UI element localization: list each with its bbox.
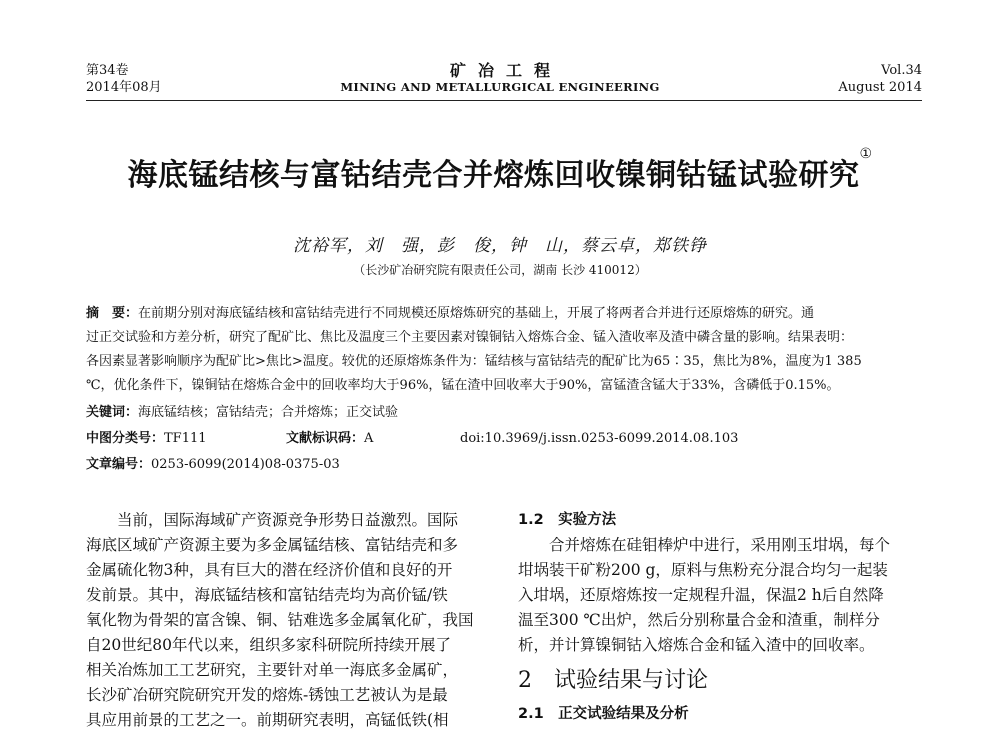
right-line-3: 入坩埚，还原熔炼按一定规程升温，保温2 h后自然降 [518,586,884,604]
right-line-4: 温至300 ℃出炉，然后分别称量合金和渣重，制样分 [518,611,880,629]
abstract-line-1 [86,305,814,323]
left-column [86,508,496,733]
date-en: August 2014 [838,80,922,95]
keywords-label: 关键词： [86,405,139,420]
clc-value: TF111 [164,431,207,446]
doc-label: 文献标识码： [286,431,365,446]
title-footnote-mark: ① [859,146,873,162]
left-line-9: 具应用前景的工艺之一。前期研究表明，高锰低铁(相 [86,711,449,729]
classification [86,430,207,448]
keywords [86,404,398,422]
left-line-2: 海底区域矿产资源主要为多金属锰结核、富钴结壳和多 [86,536,459,554]
left-line-8: 长沙矿冶研究院研究开发的熔炼-锈蚀工艺被认为是最 [86,686,448,704]
left-line-6: 自20世纪80年代以来，组织多家科研院所持续开展了 [86,636,451,654]
left-line-1: 当前，国际海域矿产资源竞争形势日益激烈。国际 [86,511,459,529]
article-number [86,456,340,474]
abstract-label: 摘 要： [86,306,139,321]
right-column [518,508,924,727]
header-rule [86,100,922,101]
abstract-line-4: ℃，优化条件下，镍铜钴在熔炼合金中的回收率均大于96%，锰在渣中回收率大于90%，富锰渣含锰大于33%，含磷低于0.15%。 [86,378,840,393]
right-line-1: 合并熔炼在硅钼棒炉中进行，采用刚玉坩埚，每个 [518,536,891,554]
doi: doi:10.3969/j.issn.0253-6099.2014.08.103 [460,431,739,446]
abstract-line-3: 各因素显著影响顺序为配矿比>焦比>温度。较优的还原熔炼条件为：锰结核与富钴结壳的配矿比为65∶35，焦比为8%，温度为1 385 [86,354,862,369]
right-line-5: 析，并计算镍铜钴入熔炼合金和锰入渣中的回收率。 [518,636,875,654]
abstract-text-1: 在前期分别对海底锰结核和富钴结壳进行不同规模还原熔炼研究的基础上，开展了将两者合并进行还原熔炼的研究。通 [138,306,815,321]
doc-code [286,430,373,448]
clc-label: 中图分类号： [86,431,165,446]
journal-name-en: MINING AND METALLURGICAL ENGINEERING [340,80,660,94]
article-no-label: 文章编号： [86,457,152,472]
date-cn: 2014年08月 [86,80,162,95]
affiliation: （长沙矿冶研究院有限责任公司，湖南 长沙 410012） [353,263,647,277]
left-line-3: 金属硫化物3种，具有巨大的潜在经济价值和良好的开 [86,561,453,579]
subsection-heading: 1.2 实验方法 [518,512,617,528]
volume-en: Vol.34 [881,63,922,78]
abstract-line-2: 过正交试验和方差分析，研究了配矿比、焦比及温度三个主要因素对镍铜钴入熔炼合金、锰入渣收率及渣中磷含量的影响。结果表明： [86,330,854,345]
doc-value: A [364,431,374,446]
right-line-2: 坩埚装干矿粉200 g，原料与焦粉充分混合均匀一起装 [518,561,888,579]
left-line-4: 发前景。其中，海底锰结核和富钴结壳均为高价锰/铁 [86,586,448,604]
cutoff-subsection: 2.1 正交试验结果及分析 [518,706,689,722]
paper-title [0,146,1000,194]
left-line-5: 氧化物为骨架的富含镍、铜、钴难选多金属氧化矿，我国 [86,611,474,629]
header-right [838,62,922,96]
volume-cn: 第34卷 [86,63,129,78]
left-line-7: 相关冶炼加工工艺研究，主要针对单一海底多金属矿， [86,661,459,679]
section-heading: 2 试验结果与讨论 [518,668,708,693]
article-no-value: 0253-6099(2014)08-0375-03 [151,457,340,472]
journal-name-cn: 矿冶工程 [449,61,562,80]
paper-title-text: 海底锰结核与富钴结壳合并熔炼回收镍铜钴锰试验研究 [127,158,860,193]
keywords-value: 海底锰结核；富钴结壳；合并熔炼；正交试验 [138,405,399,420]
authors: 沈裕军，刘 强，彭 俊，钟 山，蔡云卓，郑铁铮 [293,236,707,256]
